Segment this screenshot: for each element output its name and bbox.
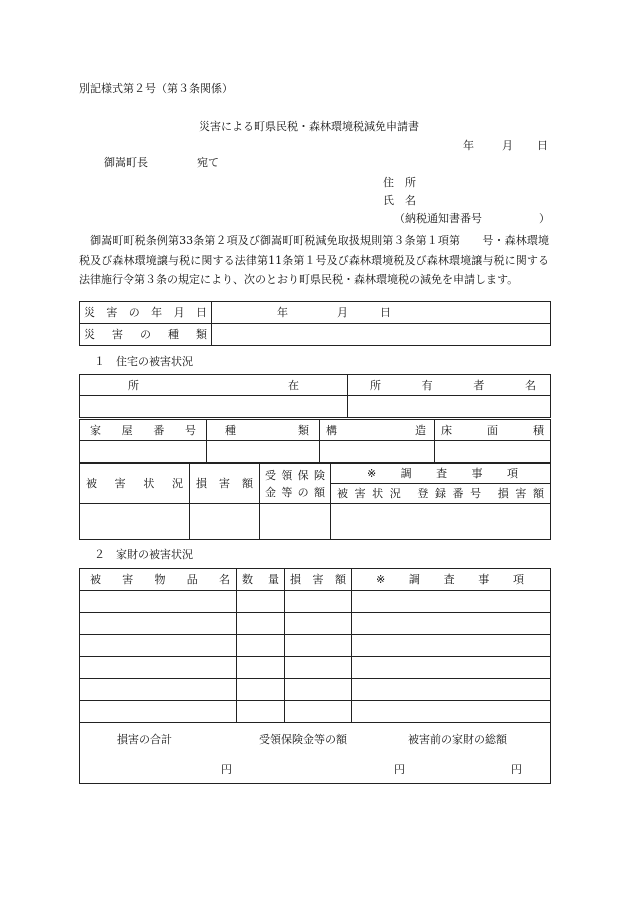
insurance-field[interactable] xyxy=(260,504,331,540)
addressee-name: 御嵩町長 xyxy=(104,156,148,169)
item-survey-field[interactable] xyxy=(352,701,551,723)
damage-amount-field[interactable] xyxy=(190,504,260,540)
address-label: 住 所 xyxy=(383,176,416,189)
item-survey-field[interactable] xyxy=(352,613,551,635)
item-amount-field[interactable] xyxy=(285,679,352,701)
owner-header: 所 有 者 名 xyxy=(348,375,551,396)
table-row xyxy=(80,591,551,613)
tax-notice-label: （納税通知書番号 xyxy=(394,212,482,225)
disaster-type-field[interactable] xyxy=(212,324,551,346)
date-day: 日 xyxy=(537,139,548,152)
table-row xyxy=(80,613,551,635)
house-damage-table xyxy=(79,463,551,540)
insurance-total-label: 受領保険金等の額 xyxy=(259,733,347,746)
item-amount-field[interactable] xyxy=(285,701,352,723)
item-qty-field[interactable] xyxy=(237,591,285,613)
addressee-suffix: 宛て xyxy=(197,156,219,169)
total-damage-yen: 円 xyxy=(221,763,232,776)
item-amount-field[interactable] xyxy=(285,657,352,679)
item-name-field[interactable] xyxy=(80,657,237,679)
goods-table xyxy=(79,568,551,723)
form-title: 災害による町県民税・森林環境税減免申請書 xyxy=(199,120,419,133)
items-header: 被 害 物 品 名 xyxy=(80,569,237,591)
table-row xyxy=(80,701,551,723)
table-row xyxy=(80,657,551,679)
item-qty-field[interactable] xyxy=(237,635,285,657)
disaster-date-label: 災 害 の 年 月 日 xyxy=(80,302,212,324)
disaster-table xyxy=(79,301,551,346)
insurance-total-yen: 円 xyxy=(394,763,405,776)
goods-amount-header: 損 害 額 xyxy=(285,569,352,591)
house-no-header: 家 屋 番 号 xyxy=(80,420,207,441)
floor-area-field[interactable] xyxy=(435,441,551,463)
item-amount-field[interactable] xyxy=(285,591,352,613)
tax-notice-close: ） xyxy=(539,212,550,225)
kind-header: 種 類 xyxy=(207,420,320,441)
item-amount-field[interactable] xyxy=(285,635,352,657)
pre-disaster-total-yen: 円 xyxy=(511,763,522,776)
goods-survey-header: ※ 調 査 事 項 xyxy=(352,569,551,591)
name-label: 氏 名 xyxy=(383,194,416,207)
total-damage-label: 損害の合計 xyxy=(117,733,172,746)
table-row xyxy=(80,679,551,701)
form-label: 別記様式第２号（第３条関係） xyxy=(79,82,233,95)
damage-status-header: 被 害 状 況 xyxy=(80,464,190,504)
item-name-field[interactable] xyxy=(80,679,237,701)
damage-status-field[interactable] xyxy=(80,504,190,540)
item-survey-field[interactable] xyxy=(352,679,551,701)
structure-header: 構 造 xyxy=(320,420,435,441)
totals-box xyxy=(79,722,551,784)
date-month: 月 xyxy=(502,139,513,152)
floor-area-header: 床 面 積 xyxy=(435,420,551,441)
item-survey-field[interactable] xyxy=(352,591,551,613)
item-qty-field[interactable] xyxy=(237,613,285,635)
disaster-date-field[interactable]: 年 月 日 xyxy=(212,302,551,324)
house-detail-table xyxy=(79,419,551,463)
item-qty-field[interactable] xyxy=(237,679,285,701)
house-location-table xyxy=(79,374,551,418)
house-no-field[interactable] xyxy=(80,441,207,463)
location-header: 所 在 xyxy=(80,375,348,396)
item-name-field[interactable] xyxy=(80,591,237,613)
item-name-field[interactable] xyxy=(80,701,237,723)
item-name-field[interactable] xyxy=(80,613,237,635)
insurance-header: 受 領 保 険 金 等 の 額 xyxy=(260,464,331,504)
section2-heading: ２ 家財の被害状況 xyxy=(94,548,193,561)
item-amount-field[interactable] xyxy=(285,613,352,635)
qty-header: 数 量 xyxy=(237,569,285,591)
item-qty-field[interactable] xyxy=(237,701,285,723)
owner-field[interactable] xyxy=(348,396,551,418)
date-year: 年 xyxy=(463,139,474,152)
location-field[interactable] xyxy=(80,396,348,418)
section1-heading: １ 住宅の被害状況 xyxy=(94,355,193,368)
item-qty-field[interactable] xyxy=(237,657,285,679)
item-name-field[interactable] xyxy=(80,635,237,657)
application-body: 御嵩町町税条例第33条第２項及び御嵩町町税減免取扱規則第３条第１項第 号・森林環境税及び森林環境譲与税に関する法律第11条第１号及び森林環境税及び森林環境譲与税に関する法律施行令第３条の規定により、次のとおり町県民税・森林環境税の減免を申請します。 xyxy=(79,234,549,286)
table-row xyxy=(80,635,551,657)
kind-field[interactable] xyxy=(207,441,320,463)
survey-header: ※ 調 査 事 項 xyxy=(331,464,551,484)
structure-field[interactable] xyxy=(320,441,435,463)
damage-amount-header: 損 害 額 xyxy=(190,464,260,504)
survey-field[interactable] xyxy=(331,504,551,540)
pre-disaster-total-label: 被害前の家財の総額 xyxy=(408,733,507,746)
item-survey-field[interactable] xyxy=(352,657,551,679)
item-survey-field[interactable] xyxy=(352,635,551,657)
disaster-type-label: 災 害 の 種 類 xyxy=(80,324,212,346)
survey-subheader: 被 害 状 況 登 録 番 号 損 害 額 xyxy=(331,484,551,504)
